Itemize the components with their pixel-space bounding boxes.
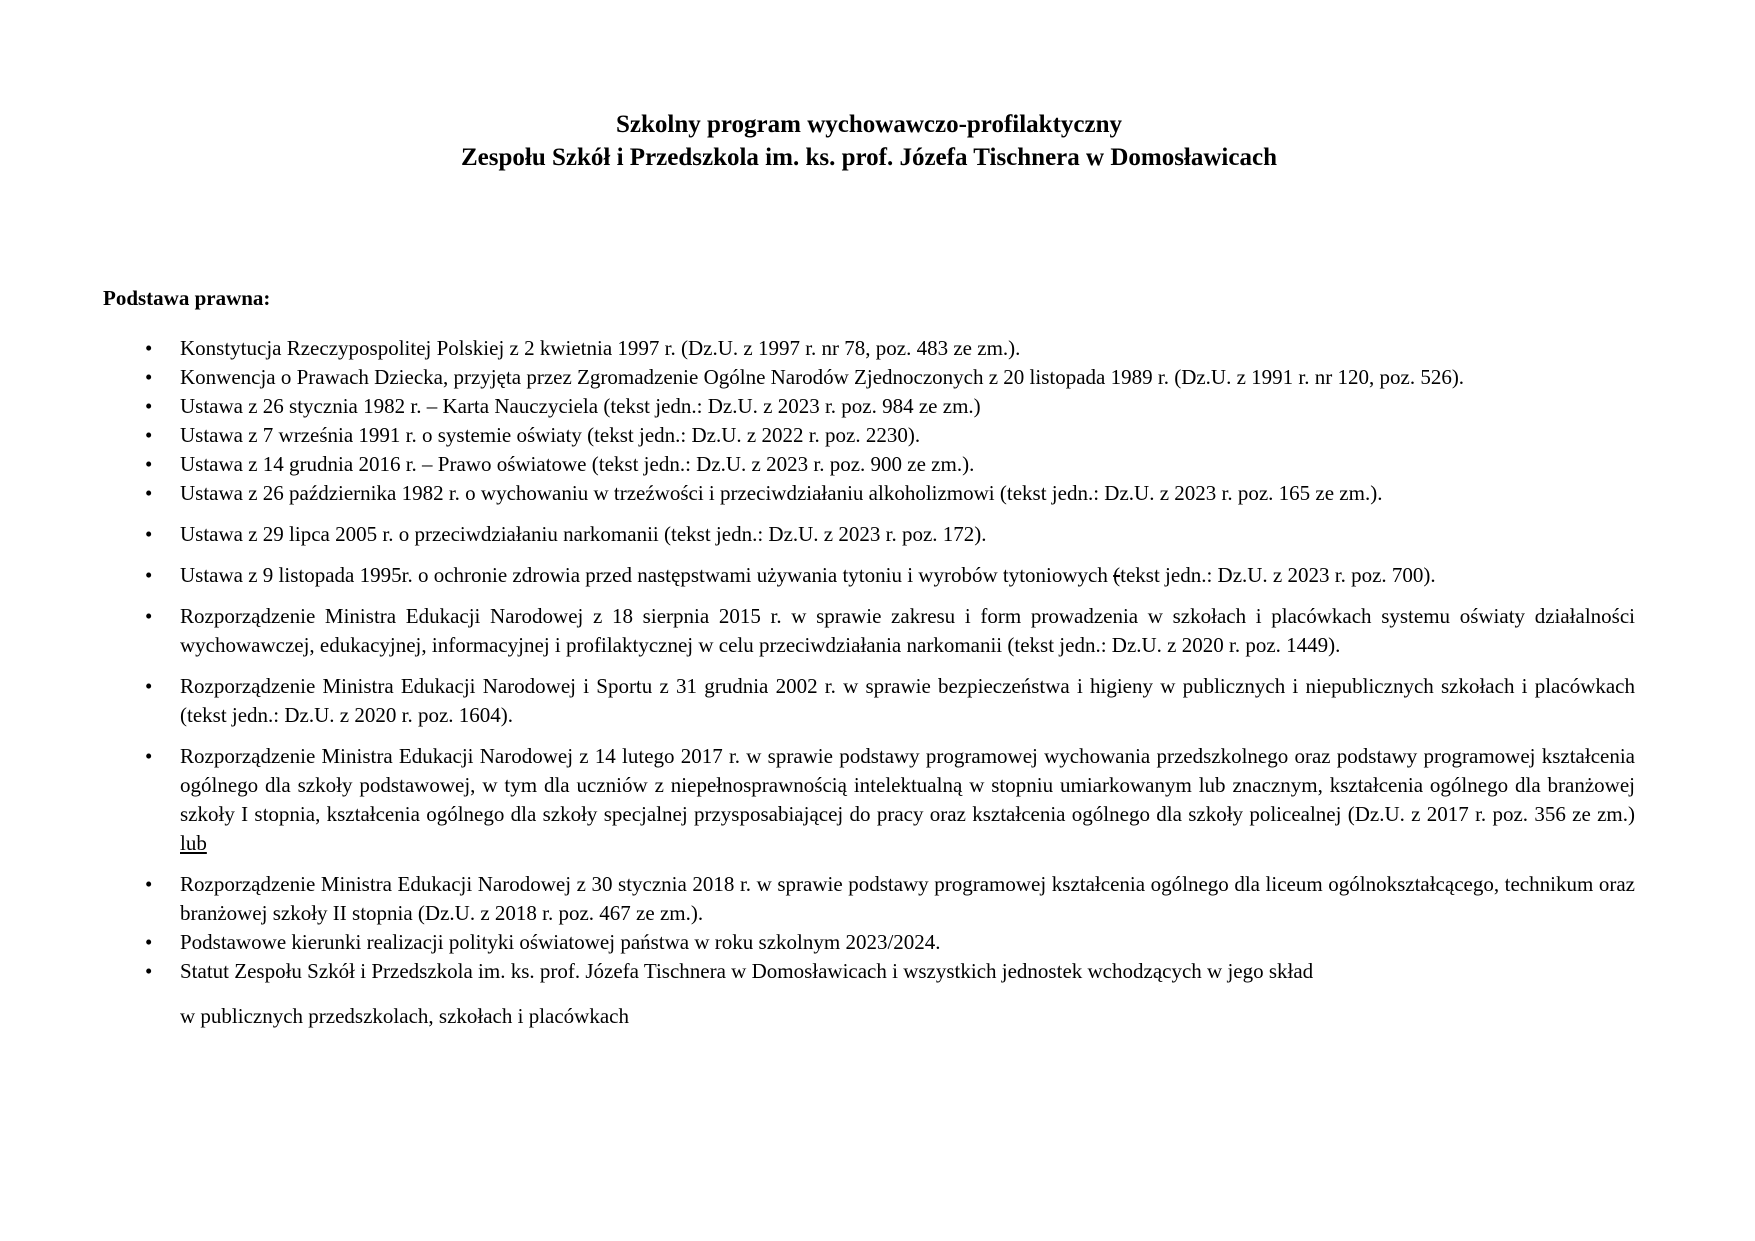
legal-basis-item — [103, 561, 1635, 590]
legal-basis-item — [103, 392, 1635, 421]
text-segment: Ustawa z 14 grudnia 2016 r. – Prawo oświatowe (tekst jedn.: Dz.U. z 2023 r. poz. 900 ze zm.). — [180, 452, 975, 476]
legal-basis-item-text — [180, 450, 1635, 479]
document-title-line2: Zespołu Szkół i Przedszkola im. ks. prof. Józefa Tischnera w Domosławicach — [461, 144, 1277, 171]
legal-basis-item — [103, 602, 1635, 660]
legal-basis-item — [103, 479, 1635, 508]
legal-basis-item-text — [180, 520, 1635, 549]
text-segment: Ustawa z 9 listopada 1995r. o ochronie zdrowia przed następstwami używania tytoniu i wyrobów tytoniowych — [180, 563, 1114, 587]
document-title-line1: Szkolny program wychowawczo-profilaktyczny — [616, 111, 1122, 138]
legal-basis-item — [103, 742, 1635, 858]
legal-basis-item — [103, 450, 1635, 479]
text-segment: Podstawowe kierunki realizacji polityki oświatowej państwa w roku szkolnym 2023/2024. — [180, 930, 941, 954]
text-segment: Rozporządzenie Ministra Edukacji Narodowej z 14 lutego 2017 r. w sprawie podstawy programowej wychowania przedszkolnego oraz podstawy programowej kształcenia ogólnego dla szkoły podstawowej, w tym dla uczniów z niepełnosprawnością intelektualną w stopniu umiarkowanym lub znacznym, kształcenia ogólnego dla branżowej szkoły I stopnia, kształcenia ogólnego dla szkoły specjalnej przysposabiającej do pracy oraz kształcenia ogólnego dla szkoły policealnej (Dz.U. z 2017 r. poz. 356 ze zm.) — [180, 744, 1635, 826]
legal-basis-item-text — [180, 334, 1635, 363]
section-heading: Podstawa prawna: — [103, 286, 271, 310]
legal-basis-item — [103, 957, 1635, 1031]
legal-basis-item — [103, 520, 1635, 549]
legal-basis-list — [103, 334, 1635, 1031]
legal-basis-item-text — [180, 363, 1635, 392]
legal-basis-item — [103, 363, 1635, 392]
text-segment-underline: lub — [180, 831, 207, 855]
text-segment: Statut Zespołu Szkół i Przedszkola im. ks. prof. Józefa Tischnera w Domosławicach i wszystkich jednostek wchodzących w jego skład — [180, 959, 1314, 983]
legal-basis-item — [103, 672, 1635, 730]
text-segment: Rozporządzenie Ministra Edukacji Narodowej i Sportu z 31 grudnia 2002 r. w sprawie bezpieczeństwa i higieny w publicznych i niepublicznych szkołach i placówkach (tekst jedn.: Dz.U. z 2020 r. poz. 1604). — [180, 674, 1635, 727]
legal-basis-item-text — [180, 602, 1635, 660]
text-segment: Rozporządzenie Ministra Edukacji Narodowej z 18 sierpnia 2015 r. w sprawie zakresu i form prowadzenia w szkołach i placówkach systemu oświaty działalności wychowawczej, edukacyjnej, informacyjnej i profilaktycznej w celu przeciwdziałania narkomanii (tekst jedn.: Dz.U. z 2020 r. poz. 1449). — [180, 604, 1635, 657]
text-segment: Ustawa z 26 stycznia 1982 r. – Karta Nauczyciela (tekst jedn.: Dz.U. z 2023 r. poz. 984 ze zm.) — [180, 394, 981, 418]
legal-basis-item-text — [180, 561, 1635, 590]
text-segment: Konstytucja Rzeczypospolitej Polskiej z 2 kwietnia 1997 r. (Dz.U. z 1997 r. nr 78, poz. 483 ze zm.). — [180, 336, 1021, 360]
text-segment: Konwencja o Prawach Dziecka, przyjęta przez Zgromadzenie Ogólne Narodów Zjednoczonych z 20 listopada 1989 r. (Dz.U. z 1991 r. nr 120, poz. 526). — [180, 365, 1465, 389]
legal-basis-item-text — [180, 421, 1635, 450]
document-title — [103, 108, 1635, 174]
legal-basis-item-text — [180, 742, 1635, 858]
legal-basis-item — [103, 870, 1635, 928]
legal-basis-item-text — [180, 928, 1635, 957]
legal-basis-item — [103, 421, 1635, 450]
legal-basis-item-text — [180, 957, 1635, 986]
legal-basis-item-text — [180, 672, 1635, 730]
text-segment: Ustawa z 26 października 1982 r. o wychowaniu w trzeźwości i przeciwdziałaniu alkoholizmowi (tekst jedn.: Dz.U. z 2023 r. poz. 165 ze zm.). — [180, 481, 1383, 505]
legal-basis-item-continuation: w publicznych przedszkolach, szkołach i placówkach — [180, 1004, 629, 1028]
legal-basis-item-text — [180, 479, 1635, 508]
legal-basis-item — [103, 334, 1635, 363]
text-segment-strike: ( — [1113, 563, 1121, 587]
text-segment: Rozporządzenie Ministra Edukacji Narodowej z 30 stycznia 2018 r. w sprawie podstawy programowej kształcenia ogólnego dla liceum ogólnokształcącego, technikum oraz branżowej szkoły II stopnia (Dz.U. z 2018 r. poz. 467 ze zm.). — [180, 872, 1635, 925]
legal-basis-item-text — [180, 392, 1635, 421]
text-segment: Ustawa z 7 września 1991 r. o systemie oświaty (tekst jedn.: Dz.U. z 2022 r. poz. 2230). — [180, 423, 921, 447]
legal-basis-item — [103, 928, 1635, 957]
text-segment: tekst jedn.: Dz.U. z 2023 r. poz. 700). — [1120, 563, 1436, 587]
text-segment: Ustawa z 29 lipca 2005 r. o przeciwdziałaniu narkomanii (tekst jedn.: Dz.U. z 2023 r. poz. 172). — [180, 522, 987, 546]
legal-basis-item-text — [180, 870, 1635, 928]
